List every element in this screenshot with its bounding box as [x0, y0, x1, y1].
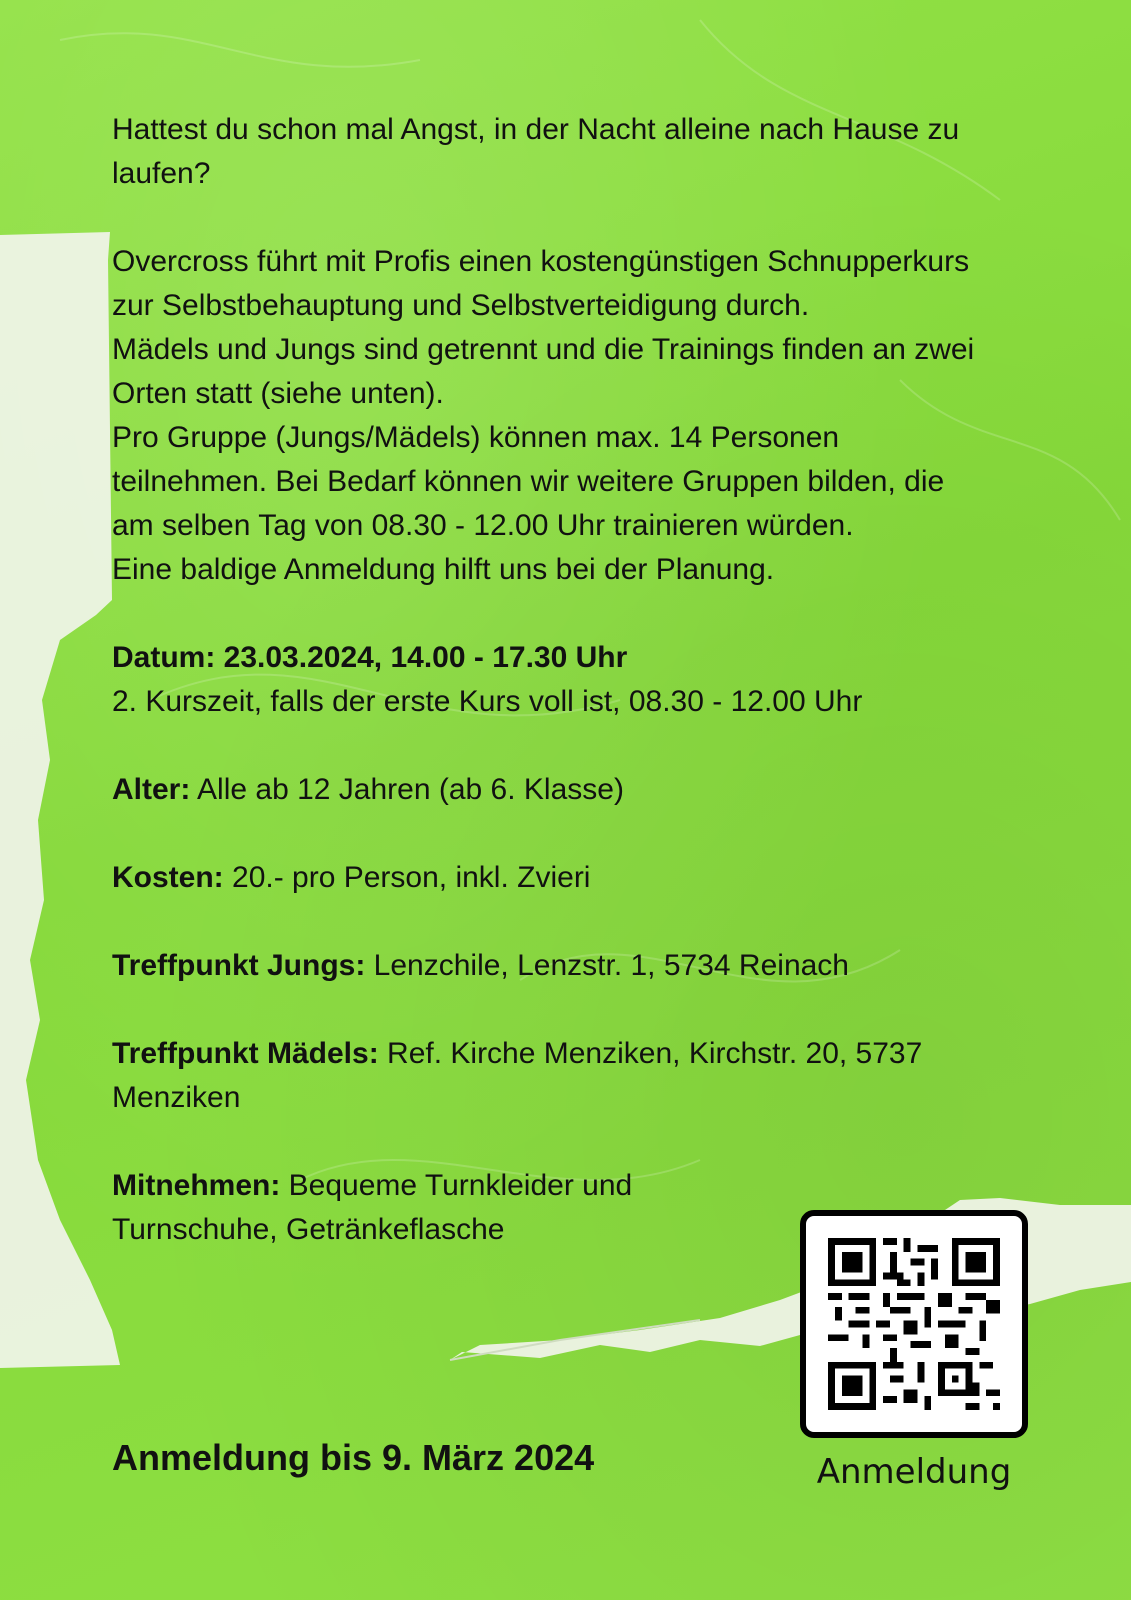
meeting-girls-value: Ref. Kirche Menziken, Kirchstr. 20, 5737 Menziken [112, 1037, 923, 1114]
bring-label: Mitnehmen: [112, 1169, 281, 1202]
bring-value: Bequeme Turnkleider und Turnschuhe, Getränkeflasche [112, 1169, 633, 1246]
age-label: Alter: [112, 773, 191, 806]
qr-caption: Anmeldung [816, 1452, 1012, 1492]
cost-info [112, 856, 992, 900]
age-info [112, 768, 992, 812]
bring-info [112, 1164, 752, 1252]
cost-label: Kosten: [112, 861, 224, 894]
registration-qr-code[interactable] [800, 1210, 1028, 1438]
intro-description: Overcross führt mit Profis einen kostengünstigen Schnupperkurs zur Selbstbehauptung und Selbstverteidigung durch. [112, 245, 970, 322]
intro-groups: Mädels und Jungs sind getrennt und die Trainings finden an zwei Orten statt (siehe unten). [112, 333, 975, 410]
age-value: Alle ab 12 Jahren (ab 6. Klasse) [190, 773, 624, 806]
registration-deadline: Anmeldung bis 9. März 2024 [112, 1437, 595, 1478]
intro-capacity: Pro Gruppe (Jungs/Mädels) können max. 14 Personen teilnehmen. Bei Bedarf können wir weitere Gruppen bilden, die am selben Tag von 08.30 - 12.00 Uhr trainieren würden. [112, 421, 945, 542]
meeting-girls-label: Treffpunkt Mädels: [112, 1037, 379, 1070]
meeting-boys-value: Lenzchile, Lenzstr. 1, 5734 Reinach [365, 949, 849, 982]
intro-registration-hint: Eine baldige Anmeldung hilft uns bei der Planung. [112, 553, 775, 586]
meeting-girls-info [112, 1032, 952, 1120]
meeting-boys-label: Treffpunkt Jungs: [112, 949, 366, 982]
qr-code-icon [828, 1238, 1000, 1410]
meeting-boys-info [112, 944, 992, 988]
date-label: Datum: 23.03.2024, 14.00 - 17.30 Uhr [112, 641, 628, 674]
date-second-time: 2. Kurszeit, falls der erste Kurs voll ist, 08.30 - 12.00 Uhr [112, 685, 863, 718]
flyer-body [112, 108, 992, 1252]
cost-value: 20.- pro Person, inkl. Zvieri [223, 861, 591, 894]
intro-question: Hattest du schon mal Angst, in der Nacht alleine nach Hause zu laufen? [112, 113, 960, 190]
